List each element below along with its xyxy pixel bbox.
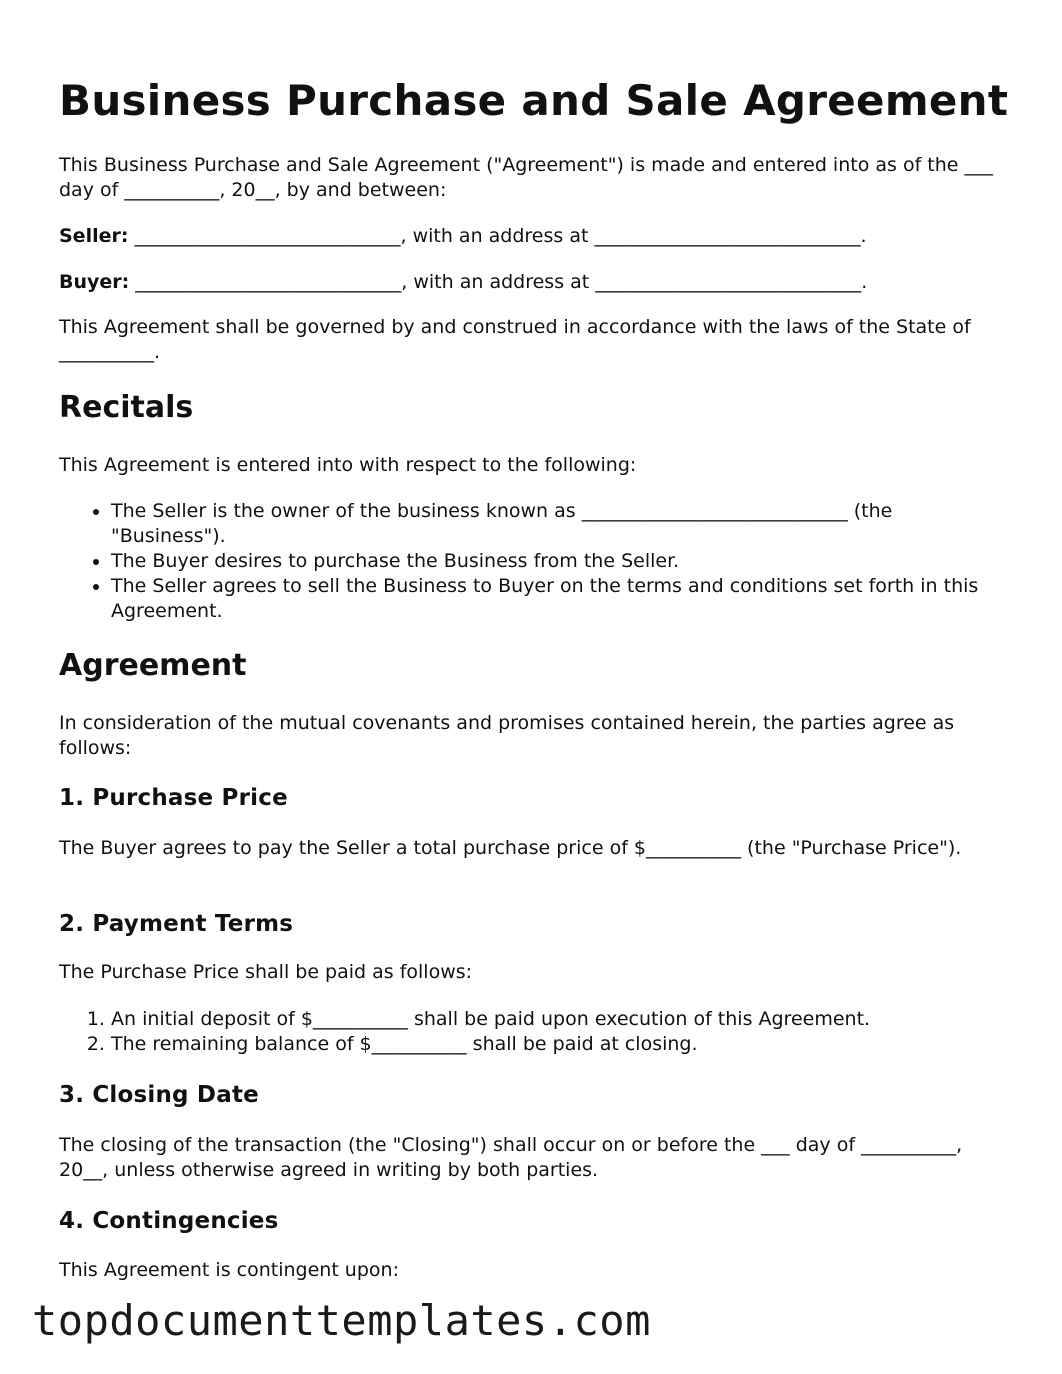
payment-terms-heading: 2. Payment Terms [59, 911, 294, 937]
purchase-price-heading: 1. Purchase Price [59, 785, 288, 811]
document-title: Business Purchase and Sale Agreement [59, 76, 1009, 125]
watermark-text: topdocumenttemplates.com [32, 1296, 651, 1345]
list-item: • The Buyer desires to purchase the Business from the Seller. [111, 549, 1009, 574]
contingencies-heading: 4. Contingencies [59, 1208, 279, 1234]
seller-line [59, 224, 1009, 249]
seller-label: Seller: [59, 225, 129, 247]
recitals-heading: Recitals [59, 390, 194, 425]
agreement-intro: In consideration of the mutual covenants and promises contained herein, the parties agree as follows: [59, 712, 955, 759]
list-item: • The Seller is the owner of the business known as ____________________________ (the "Business"). [111, 499, 1009, 549]
recitals-intro: This Agreement is entered into with respect to the following: [59, 454, 637, 476]
buyer-text: ____________________________, with an address at ____________________________. [129, 271, 868, 293]
buyer-label: Buyer: [59, 271, 130, 293]
recitals-list [59, 499, 1009, 624]
seller-text: ____________________________, with an address at ____________________________. [128, 225, 867, 247]
agreement-heading: Agreement [59, 648, 247, 683]
contingencies-text: This Agreement is contingent upon: [59, 1259, 399, 1281]
payment-terms-list [59, 1007, 1009, 1057]
list-item: 1. An initial deposit of $__________ shall be paid upon execution of this Agreement. [111, 1007, 1009, 1032]
list-item: 2. The remaining balance of $__________ shall be paid at closing. [111, 1032, 1009, 1057]
buyer-line [59, 270, 1009, 295]
purchase-price-text: The Buyer agrees to pay the Seller a total purchase price of $__________ (the "Purchase Price"). [59, 837, 962, 859]
closing-date-text: The closing of the transaction (the "Closing") shall occur on or before the ___ day of __________, 20__, unless otherwise agreed in writing by both parties. [59, 1134, 963, 1181]
governing-law-paragraph: This Agreement shall be governed by and construed in accordance with the laws of the State of __________. [59, 316, 971, 363]
intro-paragraph: This Business Purchase and Sale Agreement ("Agreement") is made and entered into as of the ___ day of __________, 20__, by and between: [59, 154, 994, 201]
list-item: • The Seller agrees to sell the Business to Buyer on the terms and conditions set forth in this Agreement. [111, 574, 1009, 624]
payment-terms-text: The Purchase Price shall be paid as follows: [59, 961, 473, 983]
closing-date-heading: 3. Closing Date [59, 1082, 259, 1108]
